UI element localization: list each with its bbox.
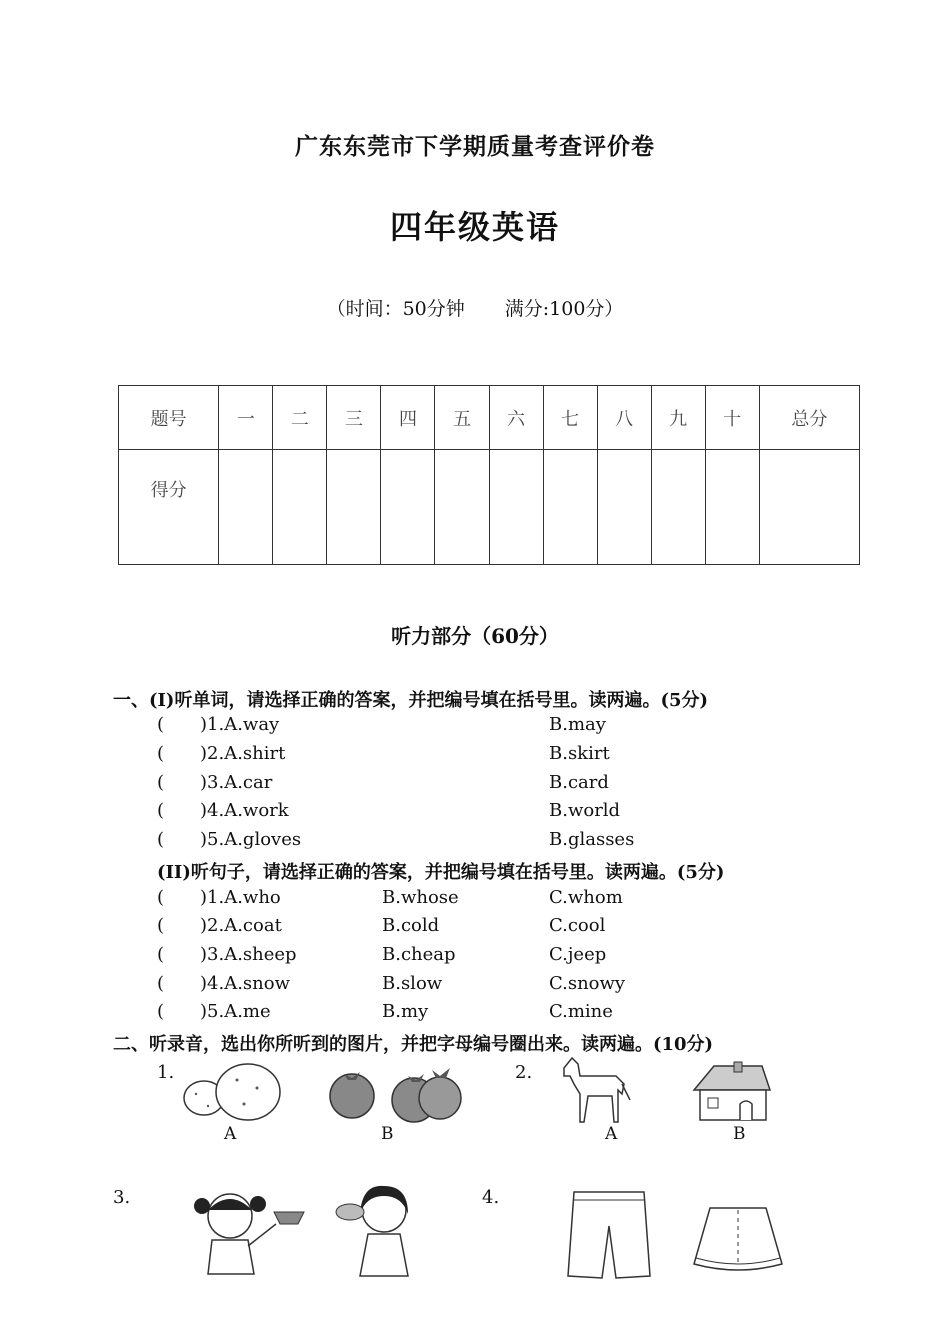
option-b: B.world — [549, 800, 621, 821]
paper-subtitle: 四年级英语 — [389, 208, 560, 246]
score-input-cell[interactable] — [597, 450, 651, 565]
score-input-cell[interactable] — [489, 450, 543, 565]
option-b: B.may — [549, 714, 606, 735]
score-table-header-row — [119, 386, 860, 450]
picture-q2-label-a[interactable]: A — [605, 1124, 618, 1144]
exam-info — [0, 294, 950, 321]
answer-paren[interactable]: ( — [157, 829, 165, 850]
option-b: B.whose — [382, 887, 459, 908]
part3-title: 二、听录音，选出你所听到的图片，并把字母编号圈出来。读两遍。(10分) — [113, 1034, 714, 1055]
tomato-icon[interactable] — [326, 1062, 466, 1124]
score-input-cell[interactable] — [327, 450, 381, 565]
picture-q1-number: 1. — [157, 1062, 175, 1083]
score-info: 满分:100分） — [504, 298, 624, 320]
option-c: C.whom — [549, 887, 623, 908]
option-c: C.snowy — [549, 973, 626, 994]
picture-q2-number: 2. — [515, 1062, 533, 1083]
table-cell: 三 — [327, 386, 381, 450]
option-a: )3.A.car — [200, 772, 273, 793]
table-cell: 二 — [273, 386, 327, 450]
score-label-cell: 得分 — [119, 450, 219, 565]
option-b: B.my — [382, 1001, 429, 1022]
paper-title: 广东东莞市下学期质量考查评价卷 — [295, 133, 655, 160]
answer-paren[interactable]: ( — [157, 887, 165, 908]
option-b: B.cold — [382, 915, 440, 936]
answer-paren[interactable]: ( — [157, 772, 165, 793]
score-input-cell[interactable] — [651, 450, 705, 565]
option-c: C.jeep — [549, 944, 607, 965]
girl-eating-icon[interactable] — [188, 1184, 312, 1280]
option-b: B.card — [549, 772, 609, 793]
part2-title: (II)听句子，请选择正确的答案，并把编号填在括号里。读两遍。(5分) — [157, 862, 725, 883]
picture-q4-number: 4. — [482, 1187, 500, 1208]
option-a: )5.A.me — [200, 1001, 271, 1022]
option-b: B.skirt — [549, 743, 610, 764]
horse-icon[interactable] — [558, 1054, 634, 1126]
option-c: C.cool — [549, 915, 606, 936]
picture-q1-label-a[interactable]: A — [224, 1124, 237, 1144]
option-a: )5.A.gloves — [200, 829, 302, 850]
score-input-cell[interactable] — [381, 450, 435, 565]
answer-paren[interactable]: ( — [157, 800, 165, 821]
option-a: )2.A.shirt — [200, 743, 286, 764]
table-cell: 题号 — [119, 386, 219, 450]
option-a: )2.A.coat — [200, 915, 282, 936]
score-input-cell[interactable] — [543, 450, 597, 565]
option-a: )4.A.snow — [200, 973, 290, 994]
table-cell: 十 — [705, 386, 759, 450]
table-cell: 总分 — [759, 386, 859, 450]
option-a: )1.A.who — [200, 887, 281, 908]
table-cell: 四 — [381, 386, 435, 450]
score-table — [118, 385, 860, 565]
option-a: )1.A.way — [200, 714, 280, 735]
option-c: C.mine — [549, 1001, 613, 1022]
table-cell: 七 — [543, 386, 597, 450]
option-b: B.slow — [382, 973, 443, 994]
table-cell: 九 — [651, 386, 705, 450]
option-a: )3.A.sheep — [200, 944, 297, 965]
score-input-cell[interactable] — [705, 450, 759, 565]
answer-paren[interactable]: ( — [157, 973, 165, 994]
time-info: （时间：50分钟 — [326, 298, 465, 320]
answer-paren[interactable]: ( — [157, 743, 165, 764]
score-input-cell[interactable] — [435, 450, 489, 565]
option-b: B.glasses — [549, 829, 635, 850]
answer-paren[interactable]: ( — [157, 714, 165, 735]
shorts-icon[interactable] — [566, 1188, 652, 1282]
score-input-cell[interactable] — [759, 450, 859, 565]
option-a: )4.A.work — [200, 800, 289, 821]
score-table-score-row — [119, 450, 860, 565]
answer-paren[interactable]: ( — [157, 915, 165, 936]
answer-paren[interactable]: ( — [157, 1001, 165, 1022]
skirt-icon[interactable] — [692, 1204, 784, 1274]
option-b: B.cheap — [382, 944, 456, 965]
potato-icon[interactable] — [182, 1060, 282, 1124]
score-input-cell[interactable] — [219, 450, 273, 565]
table-cell: 六 — [489, 386, 543, 450]
table-cell: 八 — [597, 386, 651, 450]
table-cell: 一 — [219, 386, 273, 450]
house-icon[interactable] — [690, 1060, 772, 1124]
section-title: 听力部分（60分） — [391, 624, 559, 648]
picture-q2-label-b[interactable]: B — [733, 1124, 746, 1144]
score-input-cell[interactable] — [273, 450, 327, 565]
girl-hamburger-icon[interactable] — [332, 1180, 428, 1284]
answer-paren[interactable]: ( — [157, 944, 165, 965]
table-cell: 五 — [435, 386, 489, 450]
picture-q1-label-b[interactable]: B — [381, 1124, 394, 1144]
picture-q3-number: 3. — [113, 1187, 131, 1208]
part1-title: 一、(Ⅰ)听单词，请选择正确的答案，并把编号填在括号里。读两遍。(5分) — [113, 690, 709, 711]
